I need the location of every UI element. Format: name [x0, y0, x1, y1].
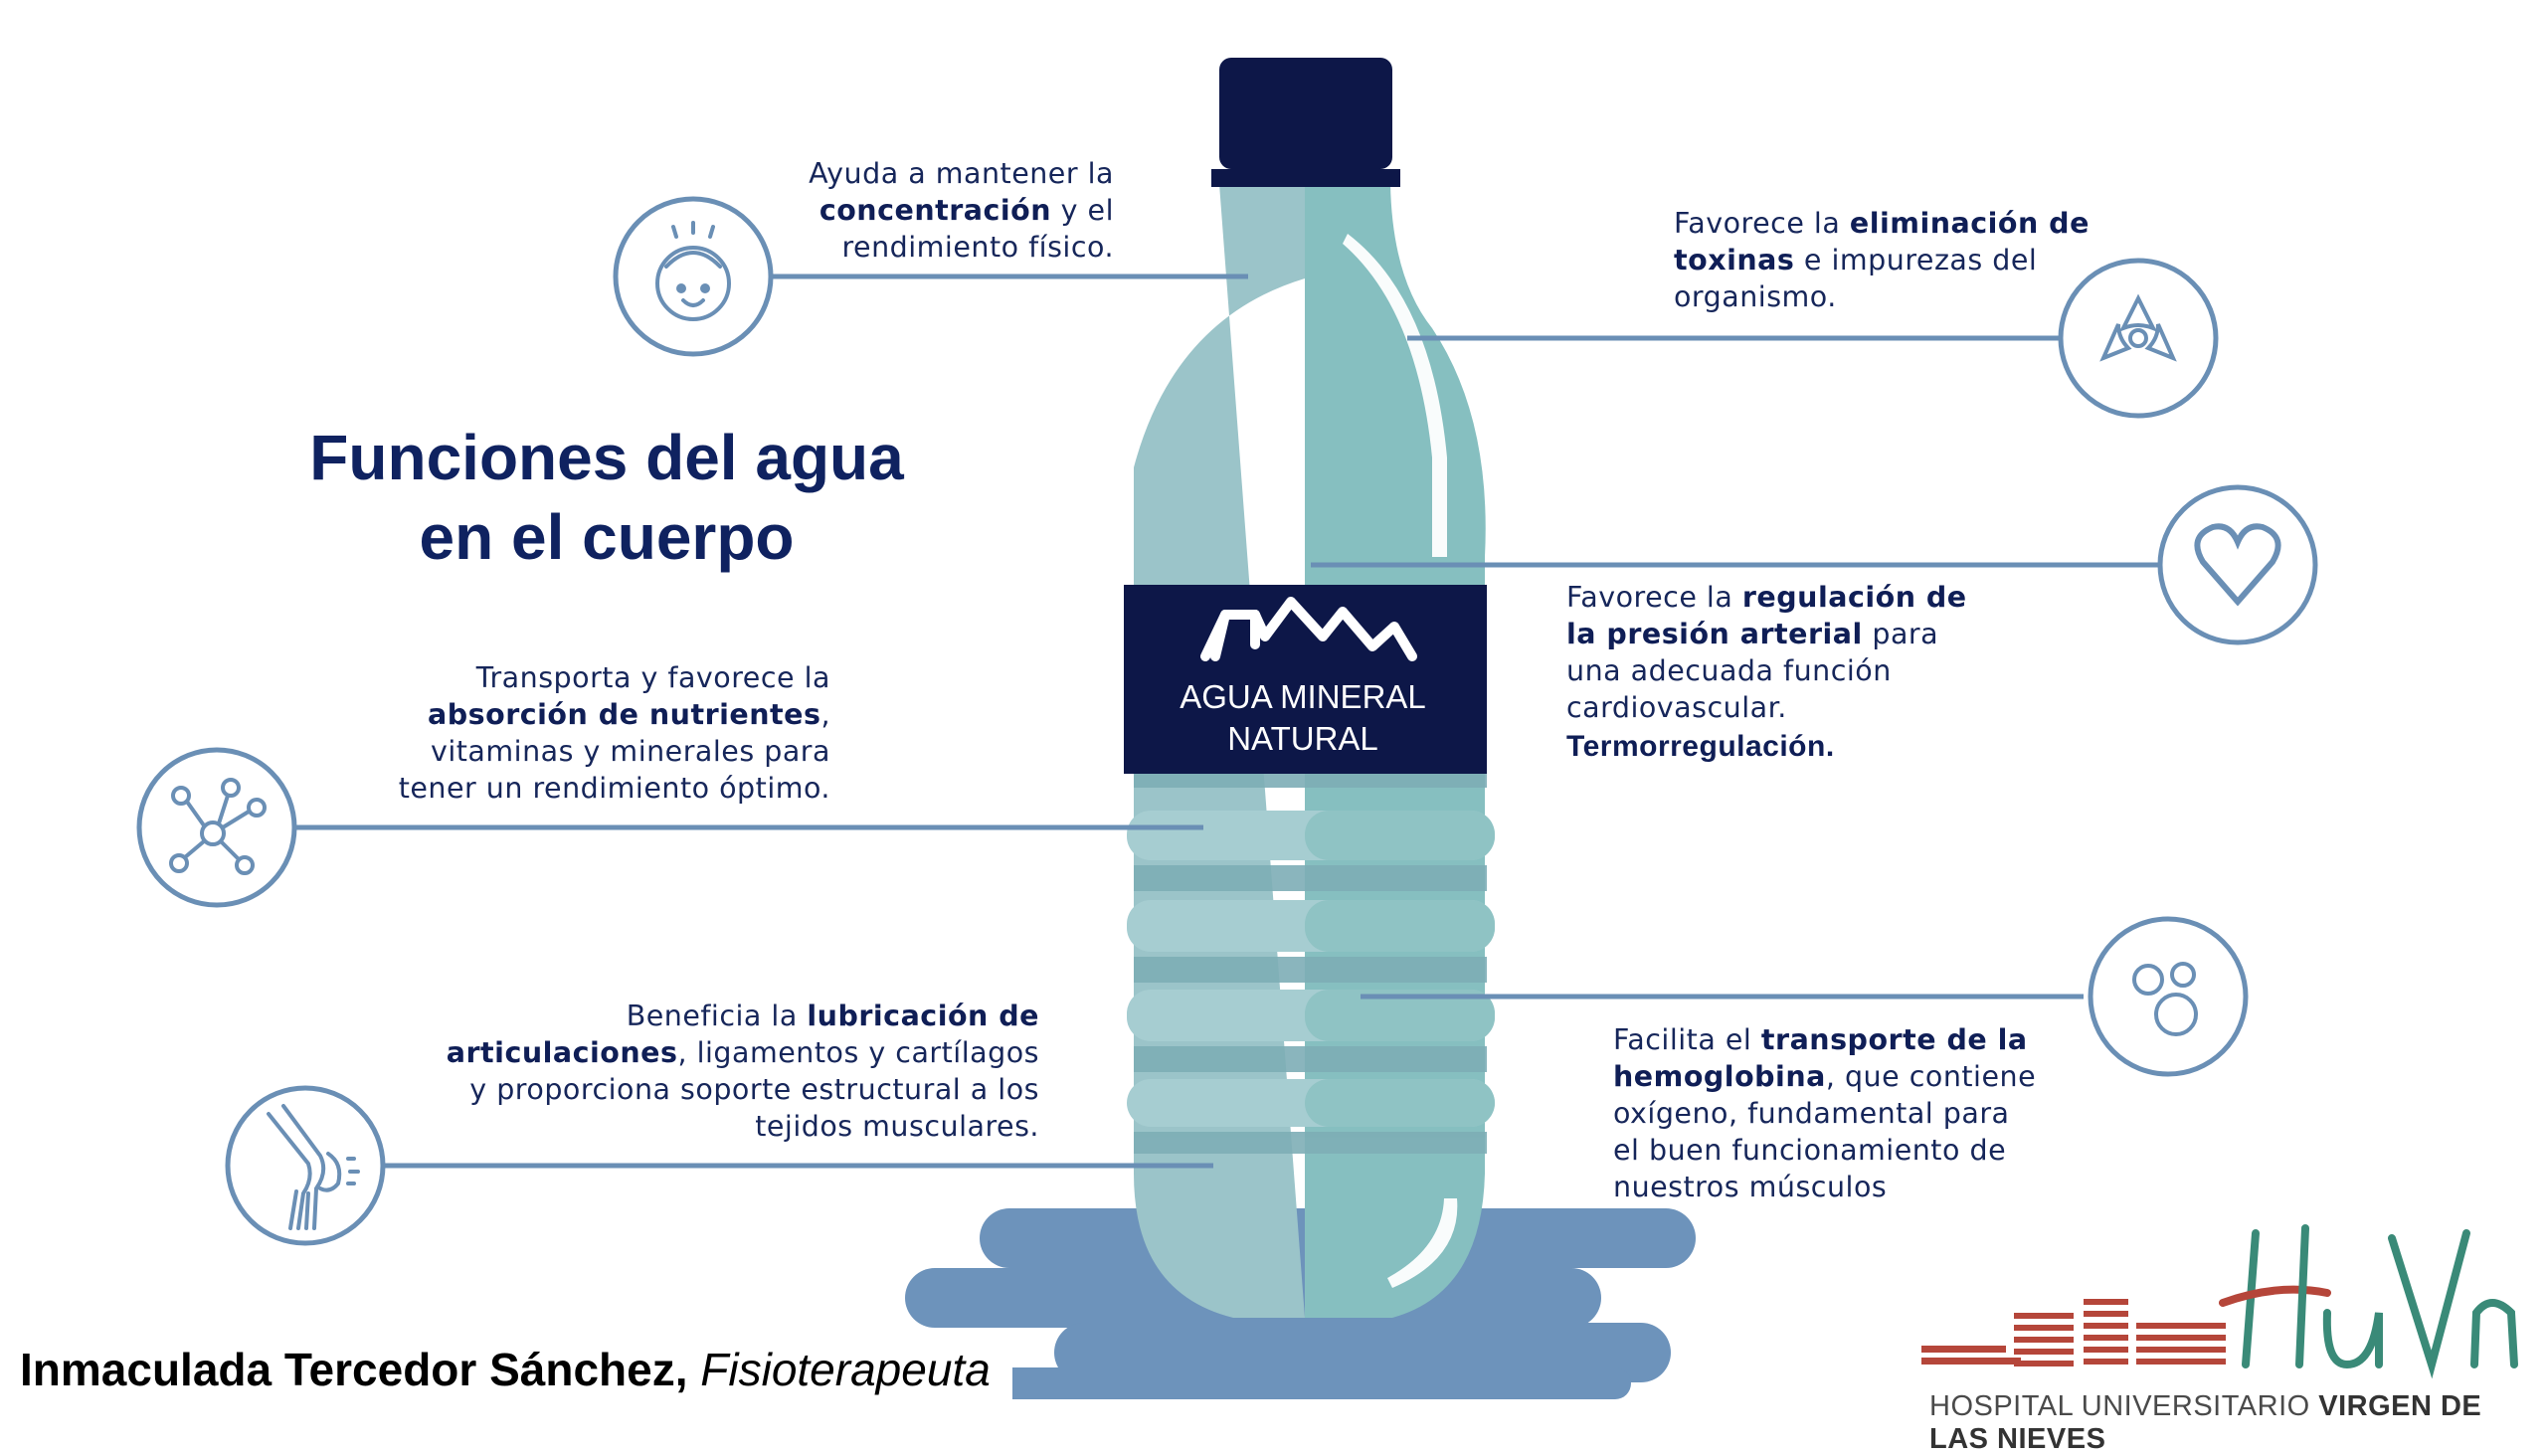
articulaciones-bold-1: lubricación de — [807, 1000, 1039, 1032]
presion-line-1: Favorece la — [1566, 581, 1742, 614]
text-hemoglobina — [1613, 1021, 2130, 1205]
hemoglobina-bold-1: transporte de la — [1760, 1023, 2028, 1056]
nutrientes-bold: absorción de nutrientes — [428, 698, 821, 731]
hemoglobina-line-5: nuestros músculos — [1613, 1171, 1888, 1203]
molecule-icon — [139, 750, 294, 905]
concentracion-bold: concentración — [818, 194, 1052, 227]
page-title-line-1: Funciones del agua — [309, 422, 904, 493]
presion-bold-1: regulación de — [1741, 581, 1967, 614]
toxinas-line-1: Favorece la — [1674, 207, 1850, 240]
articulaciones-line-4: tejidos musculares. — [755, 1110, 1039, 1143]
toxinas-bold-1: eliminación de — [1849, 207, 2090, 240]
text-toxinas — [1674, 205, 2151, 315]
concentracion-line-2: y el — [1051, 194, 1114, 227]
text-nutrientes — [298, 659, 830, 807]
articulaciones-line-1: Beneficia la — [626, 1000, 808, 1032]
bottle-label-line-1: AGUA MINERAL — [1180, 678, 1426, 715]
text-presion — [1566, 579, 2064, 765]
articulaciones-line-3: y proporciona soporte estructural a los — [469, 1073, 1039, 1106]
hospital-name — [1929, 1390, 2546, 1456]
nutrientes-line-2: , — [820, 698, 830, 731]
concentracion-line-3: rendimiento físico. — [841, 231, 1114, 264]
articulaciones-bold-2: articulaciones — [446, 1036, 678, 1069]
hemoglobina-line-4: el buen funcionamiento de — [1613, 1134, 2007, 1167]
heart-icon — [2160, 487, 2315, 642]
presion-line-2: para — [1862, 618, 1939, 650]
hemoglobina-line-1: Facilita el — [1613, 1023, 1761, 1056]
presion-bold-2: la presión arterial — [1566, 618, 1863, 650]
toxinas-line-2: e impurezas del — [1794, 244, 2038, 276]
hospital-name-bold: VIRGEN DE LAS NIEVES — [1929, 1390, 2482, 1455]
presion-bold-3: Termorregulación. — [1566, 730, 1835, 763]
author-credit — [18, 1339, 1012, 1400]
text-articulaciones — [378, 998, 1039, 1145]
nutrientes-line-3: vitaminas y minerales para — [430, 735, 830, 768]
page-title — [269, 418, 945, 577]
hospital-logo — [1921, 1228, 2514, 1366]
presion-line-4: cardiovascular. — [1566, 691, 1787, 724]
nutrientes-line-1: Transporta y favorece la — [475, 661, 830, 694]
hemoglobina-line-2: , que contiene — [1825, 1060, 2037, 1093]
nutrientes-line-4: tener un rendimiento óptimo. — [398, 772, 830, 805]
hemoglobina-line-3: oxígeno, fundamental para — [1613, 1097, 2010, 1130]
toxinas-line-3: organismo. — [1674, 280, 1837, 313]
author-name: Inmaculada Tercedor Sánchez, — [20, 1344, 688, 1395]
articulaciones-line-2: , ligamentos y cartílagos — [677, 1036, 1039, 1069]
hospital-prefix: HOSPITAL UNIVERSITARIO — [1929, 1390, 2319, 1422]
text-concentracion — [557, 155, 1114, 266]
author-role: Fisioterapeuta — [687, 1344, 991, 1395]
bottle-label-line-2: NATURAL — [1227, 720, 1378, 757]
presion-line-3: una adecuada función — [1566, 654, 1892, 687]
page-title-line-2: en el cuerpo — [419, 501, 795, 573]
concentracion-line-1: Ayuda a mantener la — [809, 157, 1114, 190]
toxinas-bold-2: toxinas — [1674, 244, 1795, 276]
hemoglobina-bold-2: hemoglobina — [1613, 1060, 1826, 1093]
